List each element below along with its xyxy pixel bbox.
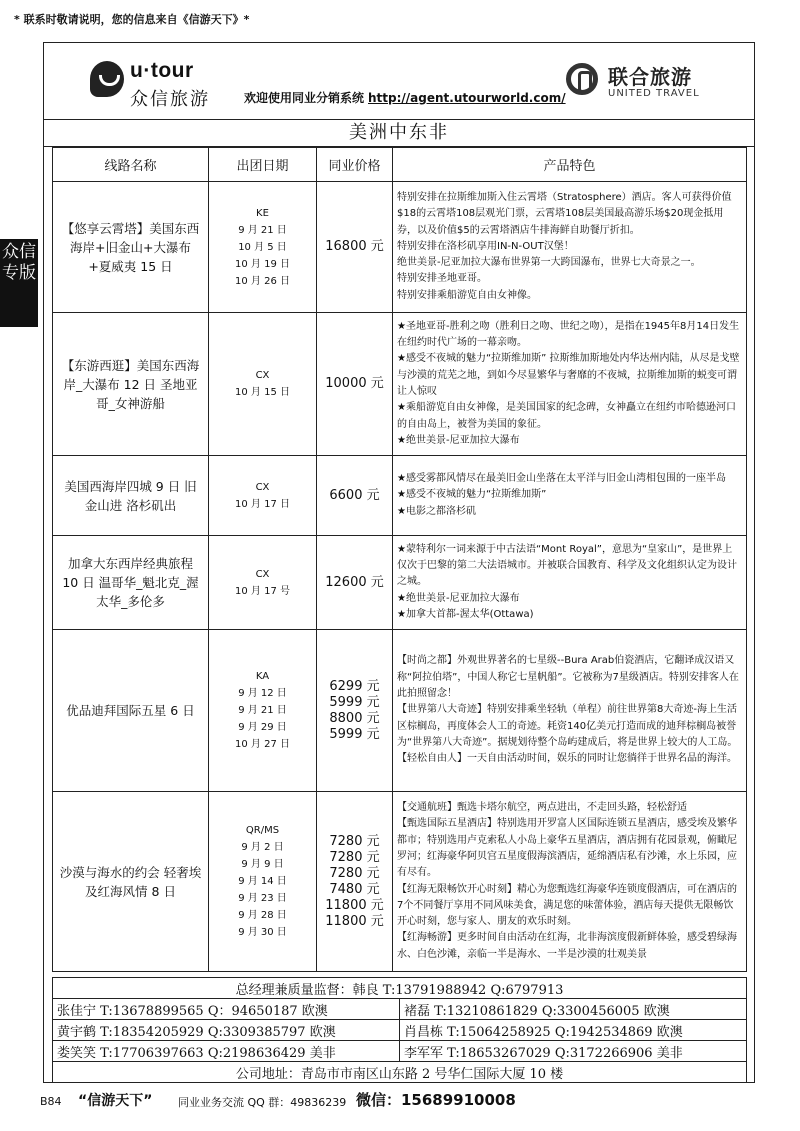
united-travel-emblem-icon [566,63,598,95]
feature-line: ★绝世美景-尼亚加拉大瀑布 [397,592,520,604]
utour-speech-bubble-icon [90,61,124,97]
contact-entry: 褚磊 T:13210861829 Q:3300456005 欧澳 [400,999,747,1020]
feature-line: 绝世美景-尼亚加拉大瀑布世界第一大跨国瀑布，世界七大奇景之一。 [397,257,701,269]
top-note: * 联系时敬请说明，您的信息来自《信游天下》* [14,13,250,26]
carrier-code: KE [256,207,269,219]
contact-entry: 李军军 T:18653267029 Q:3172266906 美非 [400,1041,747,1062]
product-features [393,182,747,313]
table-row [53,536,747,630]
united-logo-cn: 联合旅游 [608,65,692,89]
departure-date: 10 月 5 日 [238,241,287,253]
departure-dates [209,456,317,536]
feature-line: ★乘船游览自由女神像，是美国国家的纪念碑，女神矗立在纽约市哈德逊河口的自由岛上，被誉为美国的象征。 [397,402,736,430]
departure-date: 10 月 19 日 [235,258,290,270]
table-row [53,630,747,792]
departure-date: 10 月 26 日 [235,275,290,287]
feature-line: 特别安排在洛杉矶享用IN-N-OUT汉堡！ [397,240,574,252]
header [44,43,754,119]
feature-line: ★感受不夜城的魅力“拉斯维加斯” [397,489,547,501]
table-body [53,182,747,972]
route-table [52,147,747,972]
contact-entry: 娄笑笑 T:17706397663 Q:2198636429 美非 [53,1041,400,1062]
table-row [53,313,747,456]
contact-row [53,1020,747,1041]
supervisor-row [53,978,747,999]
feature-line: 【交通航班】甄选卡塔尔航空，两点进出，不走回头路，轻松舒适 [397,802,687,814]
departure-dates [209,182,317,313]
contact-row [53,1041,747,1062]
feature-line: ★加拿大首都-渥太华(Ottawa) [397,608,534,620]
product-features [393,456,747,536]
departure-date: 9 月 21 日 [238,224,287,236]
departure-date: 10 月 15 日 [235,387,290,398]
product-features [393,313,747,456]
feature-line: ★感受不夜城的魅力“拉斯维加斯” 拉斯维加斯地处内华达州内陆，从尽是戈壁与沙漠的荒芜之地，到如今尽显繁华与奢靡的不夜城，拉斯维加斯的蜕变可谓让人惊叹 [397,353,740,397]
departure-dates [209,536,317,630]
product-features [393,630,747,792]
trade-price [317,630,393,792]
table-row [53,792,747,972]
welcome-text: 欢迎使用同业分销系统 [244,91,365,105]
address-row [53,1062,747,1083]
contact-row [53,999,747,1020]
footer [40,1089,760,1111]
departure-date: 9 月 21 日 [238,705,287,716]
departure-date: 9 月 12 日 [238,688,287,699]
feature-line: ★圣地亚哥-胜利之吻（胜利日之吻、世纪之吻），是指在1945年8月14日发生在纽约时代广场的一幕亲吻。 [397,320,740,349]
departure-date: 10 月 17 日 [235,498,290,510]
contact-entry: 肖昌栋 T:15064258925 Q:1942534869 欧澳 [400,1020,747,1041]
table-row [53,456,747,536]
page-frame [43,42,755,1083]
carrier-code: KA [255,671,270,682]
utour-logo [90,59,225,111]
product-features [393,792,747,972]
departure-date: 9 月 14 日 [238,876,287,887]
departure-dates [209,792,317,972]
feature-line: ★感受雾都风情尽在最美旧金山坐落在太平洋与旧金山湾相包围的一座半岛 [397,473,726,485]
side-tab-label: 众信专版 [0,239,38,327]
utour-logo-en: u·tour [130,59,194,82]
feature-line: 特别安排圣地亚哥。 [397,273,487,285]
departure-date: 9 月 28 日 [238,910,287,921]
route-name: 加拿大东西岸经典旅程 10 日 温哥华_魁北克_渥太华_多伦多 [53,536,209,630]
departure-date: 9 月 30 日 [238,927,287,938]
route-name: 【东游西逛】美国东西海岸_大瀑布 12 日 圣地亚哥_女神游船 [53,313,209,456]
departure-dates [209,630,317,792]
feature-line: 【轻松自由人】一天自由活动时间，娱乐的同时让您徜徉于世界名品的海洋。 [397,753,737,765]
price-value: 5999 元 [329,694,380,710]
trade-price [317,182,393,313]
trade-price [317,792,393,972]
feature-line: 【红海畅游】更多时间自由活动在红海，北非海滨度假新鲜体验，感受碧绿海水、白色沙滩，亲临一半是海水、一半是沙漠的壮观美景 [397,932,737,960]
section-title: 美洲中东非 [44,119,754,147]
departure-date: 9 月 9 日 [241,859,284,870]
contact-entry: 黄宇鹤 T:18354205929 Q:3309385797 欧澳 [53,1020,400,1041]
contact-table [52,977,747,1083]
table-row [53,182,747,313]
price-value: 5999 元 [329,726,380,742]
contact-entry: 张佳宁 T:13678899565 Q：94650187 欧澳 [53,999,400,1020]
price-value: 7280 元 [329,849,380,865]
feature-line: 【时尚之都】外观世界著名的七星级--Bura Arab伯瓷酒店，它翻译成汉语又称“阿拉伯塔”，中国人称它七星帆船”。它被称为7星级酒店。特别安排客人在此拍照留念！ [397,655,739,700]
feature-line: ★电影之都洛杉矶 [397,505,476,517]
departure-date: 9 月 29 日 [238,722,287,733]
supervisor-contact: 总经理兼质量监督：韩良 T:13791988942 Q:6797913 [53,978,747,999]
route-name: 美国西海岸四城 9 日 旧金山进 洛杉矶出 [53,456,209,536]
united-logo-en: UNITED TRAVEL [608,88,700,99]
price-value: 7280 元 [329,833,380,849]
feature-line: 【甄选国际五星酒店】特别选用开罗富人区国际连锁五星酒店，感受埃及繁华都市；特别选用卢克索私人小岛上豪华五星酒店，酒店拥有花园景观，俯瞰尼罗河；红海豪华阿贝宫五星度假海滨酒店，延绵酒店私有沙滩，水上乐园，应有尽有。 [397,818,737,879]
col-header-route: 线路名称 [53,148,209,182]
col-header-price: 同业价格 [317,148,393,182]
product-features [393,536,747,630]
feature-line: 【红海无限畅饮开心时刻】精心为您甄选红海豪华连锁度假酒店，可在酒店的7个不同餐厅享用不同风味美食，满足您的味蕾体验，酒店每天提供无限畅饮开心时刻，您与家人、朋友的欢乐时刻。 [397,883,737,928]
departure-date: 10 月 27 日 [235,739,290,750]
col-header-features: 产品特色 [393,148,747,182]
carrier-code: QR/MS [245,825,280,836]
carrier-code: CX [255,568,270,580]
trade-price [317,536,393,630]
welcome-line [244,89,566,106]
page-number: B84 [40,1095,62,1108]
departure-date: 10 月 17 号 [235,585,290,597]
price-value: 16800 元 [325,239,384,254]
price-value: 7480 元 [329,881,380,897]
utour-logo-cn: 众信旅游 [130,89,210,110]
united-travel-logo [566,61,736,111]
feature-line: 【世界第八大奇迹】特别安排乘坐轻轨（单程）前往世界第8大奇迹-海上生活区棕榈岛，再度体会人工的奇迹。耗资140亿美元打造而成的迪拜棕榈岛被誉为“世界第八大奇迹”。据规划待整个岛屿建成后，将是世界上较大的人工岛。 [397,704,738,748]
departure-date: 9 月 23 日 [238,893,287,904]
trade-price [317,456,393,536]
route-name: 【悠享云霄塔】美国东西海岸+旧金山+大瀑布+夏威夷 15 日 [53,182,209,313]
price-value: 12600 元 [325,574,384,590]
trade-price [317,313,393,456]
feature-line: ★蒙特利尔一词来源于中古法语“Mont Royal”，意思为“皇家山”，是世界上仅次于巴黎的第二大法语城市。并被联合国教育、科学及文化组织认定为设计之城。 [397,543,737,588]
departure-dates [209,313,317,456]
price-value: 6600 元 [329,487,380,503]
company-address: 公司地址：青岛市市南区山东路 2 号华仁国际大厦 10 楼 [53,1062,747,1083]
price-value: 6299 元 [329,678,380,694]
footer-wechat: 微信：15689910008 [356,1091,516,1109]
agent-url-link[interactable]: http://agent.utourworld.com/ [368,91,566,105]
feature-line: 特别安排乘船游览自由女神像。 [397,289,537,301]
feature-line: ★绝世美景-尼亚加拉大瀑布 [397,434,520,446]
price-value: 11800 元 [325,897,384,913]
price-value: 7280 元 [329,865,380,881]
route-name: 优品迪拜国际五星 6 日 [53,630,209,792]
feature-line: 特别安排在拉斯维加斯入住云霄塔（Stratosphere）酒店。客人可获得价值$18的云霄塔108层观光门票，云霄塔108层美国最高游乐场$20现金抵用券，以及价值$5的云霄塔酒店牛排海鲜自助餐厅折扣。 [397,191,732,236]
footer-brand: “信游天下” [78,1093,153,1109]
carrier-code: CX [255,370,270,381]
route-name: 沙漠与海水的约会 轻奢埃及红海风情 8 日 [53,792,209,972]
price-value: 11800 元 [325,913,384,929]
carrier-code: CX [255,481,270,493]
price-value: 10000 元 [325,376,384,391]
footer-qq-group: 同业业务交流 QQ 群：49836239 [178,1096,347,1109]
col-header-date: 出团日期 [209,148,317,182]
departure-date: 9 月 2 日 [241,842,284,853]
price-value: 8800 元 [329,710,380,726]
table-header-row [53,148,747,182]
